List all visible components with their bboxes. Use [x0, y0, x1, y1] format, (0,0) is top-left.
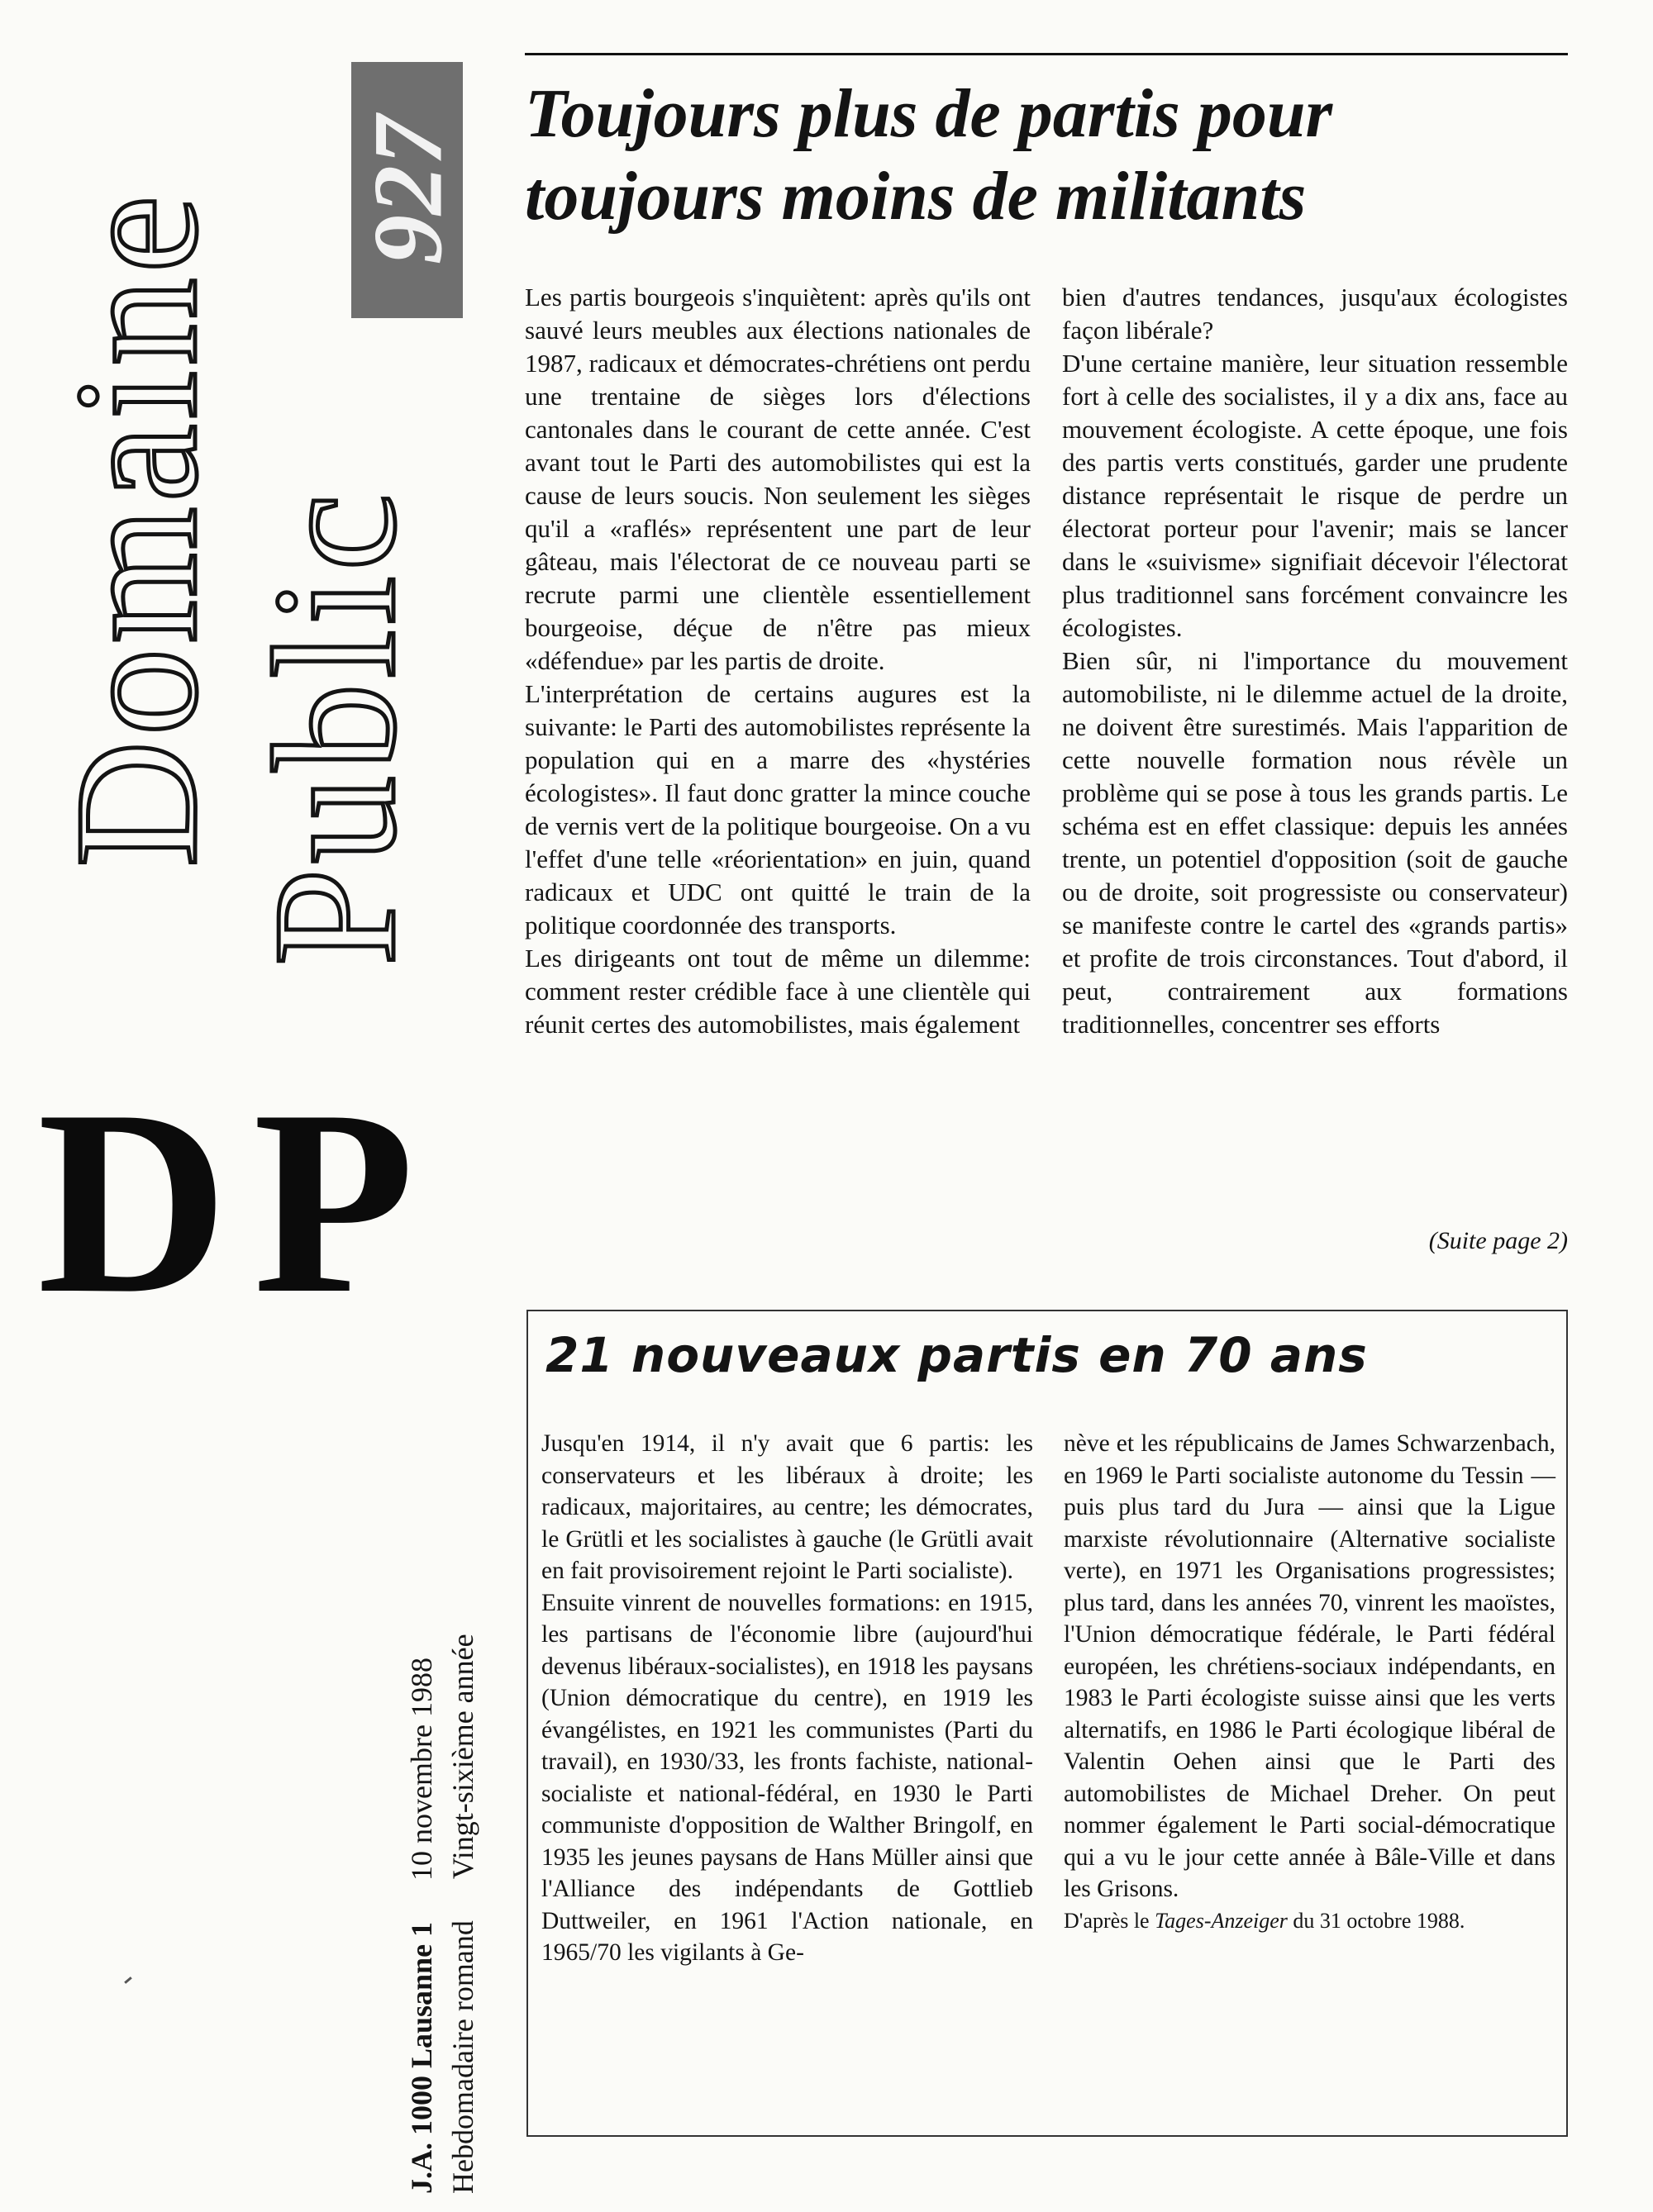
issue-number-box — [351, 62, 463, 318]
source-publication: Tages-Anzeiger — [1155, 1908, 1288, 1933]
sidebar-column-1 — [541, 1428, 1033, 1969]
logo-line-public: Public — [237, 488, 431, 966]
headline-rule — [525, 53, 1568, 55]
sidebar-paragraph: nève et les républicains de James Schwarzenbach, en 1969 le Parti socialiste autonome du Tessin — puis plus tard du Jura — ainsi que la Ligue marxiste révolutionnaire (Alternative socialiste verte), en 1971 les Organisations progressistes; plus tard, dans les années 70, vinrent les maoïstes, l'Union démocratique fédérale, le Parti fédéral européen, les chrétiens-sociaux indépendants, en 1983 le Parti écologiste suisse ainsi que les verts alternatifs, en 1986 le Parti écologique libéral de Valentin Oehen ainsi que le Parti des automobilistes de Michael Dreher. On peut nommer également le Parti social-démocratique qui a vu le jour cette année à Bâle-Ville et dans les Grisons. — [1064, 1430, 1555, 1902]
dp-initials: DP — [37, 1056, 440, 1349]
issue-number: 927 — [352, 116, 462, 264]
logo-line-domaine: Domaine — [39, 190, 233, 868]
article-paragraph: L'interprétation de certains augures est la suivante: le Parti des automobilistes représente la population qui en a marre des «hystéries écologistes». Il faut donc gratter la mince couche de vernis vert de la politique bourgeoise. On a vu l'effet d'une telle «réorientation» en juin, quand radicaux et UDC ont quitté le train de la politique coordonnée des transports. — [525, 679, 1031, 940]
sidebar-paragraph: Ensuite vinrent de nouvelles formations: en 1915, les partisans de l'économie libre (aujourd'hui devenus libéraux-socialistes), en 1918 les paysans (Union démocratique du centre), en 1919 les évangélistes, en 1921 les communistes (Parti du travail), en 1930/33, les fronts fachiste, national-socialiste et national-fédéral, en 1930 le Parti communiste d'opposition de Walther Bringolf, en 1935 les jeunes paysans de Hans Müller ainsi que l'Alliance des indépendants de Gottlieb Duttweiler, en 1961 l'Action nationale, en 1965/70 les vigilants à Ge- — [541, 1589, 1033, 1966]
article-column-2 — [1062, 281, 1568, 1041]
scan-speck — [124, 1977, 132, 1984]
sidebar-box-title: 21 nouveaux partis en 70 ans — [545, 1327, 1368, 1383]
sidebar-source — [1064, 1905, 1555, 1938]
article-column-1 — [525, 281, 1031, 1041]
publication-info-row1 — [401, 1186, 442, 2194]
publication-year: Vingt-sixième année — [446, 1634, 479, 1880]
source-prefix: D'après le — [1064, 1908, 1155, 1933]
publication-frequency: Hebdomadaire romand — [446, 1920, 479, 2194]
article-paragraph: Bien sûr, ni l'importance du mouvement automobiliste, ni le dilemme actuel de la droite, ne doivent être surestimés. Mais l'apparition de cette nouvelle formation nous révèle un problème qui se pose à tous les grands partis. Le schéma est en effet classique: depuis les années trente, un potentiel d'opposition (soit de gauche ou de droite, soit progressiste ou conservateur) se manifeste contre le cartel des «grands partis» et profite de trois circonstances. Tout d'abord, il peut, contrairement aux formations traditionnelles, concentrer ses efforts — [1062, 646, 1568, 1039]
article-paragraph: Les partis bourgeois s'inquiètent: après qu'ils ont sauvé leurs meubles aux élections nationales de 1987, radicaux et démocrates-chrétiens ont perdu une trentaine de sièges lors d'élections cantonales dans le courant de cette année. C'est avant tout le Parti des automobilistes qui est la cause de leurs soucis. Non seulement les sièges qu'il a «raflés» représentent une part de leur gâteau, mais l'électorat de ce nouveau parti se recrute parmi une clientèle essentiellement bourgeoise, déçue de n'être pas mieux «défendue» par les partis de droite. — [525, 283, 1031, 675]
article-paragraph: bien d'autres tendances, jusqu'aux écologistes façon libérale? — [1062, 283, 1568, 345]
article-paragraph: D'une certaine manière, leur situation ressemble fort à celle des socialistes, il y a dix ans, face au mouvement écologiste. A cette époque, une fois des partis verts constitués, garder une prudente distance représentait le risque de perdre un électorat porteur pour l'avenir; mais se lancer dans le «suivisme» signifiait décevoir l'électorat plus traditionnel sans forcément convaincre les écologistes. — [1062, 349, 1568, 642]
sidebar-paragraph: Jusqu'en 1914, il n'y avait que 6 partis: les conservateurs et les libéraux à droite; les radicaux, majoritaires, au centre; les démocrates, le Grütli et les socialistes à gauche (le Grütli avait en fait provisoirement rejoint le Parti socialiste). — [541, 1430, 1033, 1584]
source-suffix: du 31 octobre 1988. — [1287, 1908, 1465, 1933]
issue-date: 10 novembre 1988 — [405, 1657, 438, 1881]
masthead-logo-domaine — [29, 25, 244, 1033]
publication-info — [401, 1186, 484, 2194]
sidebar-column-2 — [1064, 1428, 1555, 1937]
article-headline: Toujours plus de partis pour toujours moins de militants — [525, 75, 1333, 235]
publication-info-row2 — [442, 1186, 484, 2194]
continued-note: (Suite page 2) — [1428, 1227, 1568, 1254]
postal-info: J.A. 1000 Lausanne 1 — [405, 1921, 438, 2194]
article-paragraph: Les dirigeants ont tout de même un dilemme: comment rester crédible face à une clientèle qui réunit certes des automobilistes, mais également — [525, 944, 1031, 1039]
